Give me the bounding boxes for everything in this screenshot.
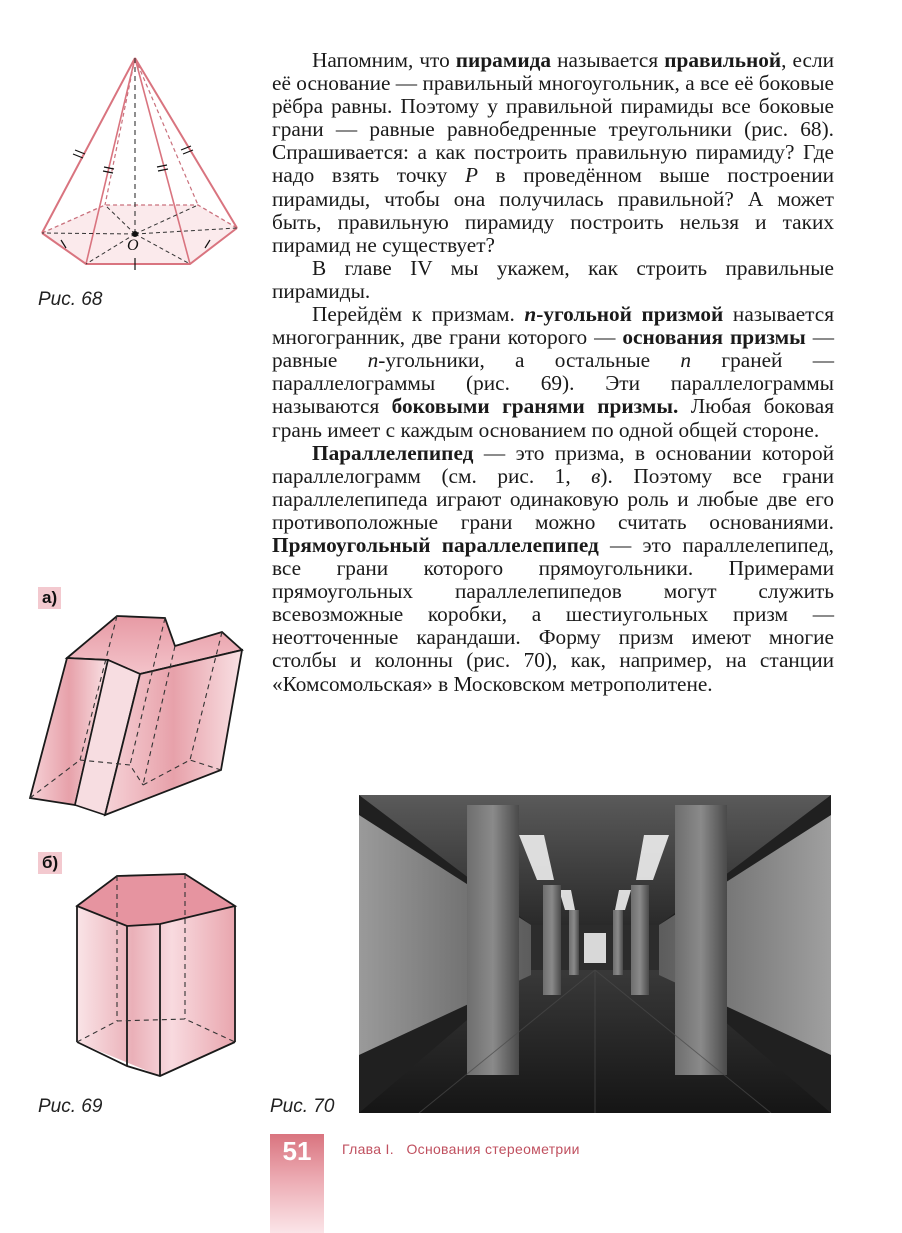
term: Параллелепипед: [312, 440, 474, 465]
paragraph: [272, 49, 834, 257]
text-run: граней — параллелограммы (рис. 69). Эти параллелограммы называются: [272, 348, 835, 419]
text-run: В главе IV мы укажем, как строить правильные пирамиды.: [272, 255, 834, 303]
text-run: называется многогранник, две грани которого —: [272, 302, 834, 350]
term: боковыми гранями призмы.: [391, 394, 679, 419]
running-head: Глава I. Основания стереометрии: [342, 1141, 580, 1157]
text-run: Любая боковая грань имеет с каждым основанием по одной общей стороне.: [272, 394, 834, 442]
page-number: 51: [282, 1136, 312, 1166]
text-run: — это призма, в основании которой параллелограмм (см. рис. 1,: [272, 440, 834, 488]
term: пирамида: [455, 48, 552, 72]
metro-station-photo: [359, 795, 831, 1113]
text-run: ). Поэтому все грани параллелепипеда играют одинаковую роль и любые две его противоположные грани можно считать основаниями.: [272, 463, 834, 534]
body-text: [272, 49, 834, 696]
text-run: , если её основание — правильный многоугольник, а все её боковые рёбра равны. Поэтому у правильной пирамиды все боковые грани — равные равнобедренные треугольники (рис. 68). Спрашивается: а как построить правильную пирамиду? Где надо взять точку: [272, 48, 835, 188]
paragraph: [272, 257, 834, 303]
text-run: n: [367, 348, 379, 373]
fig69-caption: Рис. 69: [38, 1096, 103, 1117]
text-run: — равные: [272, 325, 834, 373]
text-run: n: [680, 348, 692, 373]
prism-figure-b: [55, 866, 255, 1081]
text-run: Перейдём к призмам.: [312, 302, 525, 327]
text-run: P: [464, 163, 478, 188]
pyramid-base: [42, 205, 237, 264]
fig68-caption: Рис. 68: [38, 289, 103, 310]
term: основания призмы: [622, 325, 806, 350]
fig69a-label: а): [38, 587, 61, 609]
term: Прямоугольный параллелепипед: [272, 532, 599, 557]
text-run: Напомним, что: [312, 48, 456, 72]
paragraph: [272, 303, 834, 442]
prism-figure-a: [25, 610, 270, 830]
pyramid-figure: [30, 50, 260, 275]
text-run: в: [591, 463, 601, 488]
fig70-caption: Рис. 70: [270, 1096, 335, 1117]
center-point-label: O: [127, 237, 139, 254]
text-run: -угольники, а остальные: [378, 348, 681, 373]
paragraph: [272, 442, 834, 696]
term: -угольной призмой: [536, 302, 724, 327]
text-run: называется: [551, 48, 665, 72]
fig69b-label: б): [38, 852, 62, 874]
text-run: — это параллелепипед, все грани которого прямоугольники. Примерами прямоугольных параллелепипедов могут служить всевозможные коробки, а шестиугольных призм — неотточенные карандаши. Форму призм имеют многие столбы и колонны (рис. 70), как, например, на станции «Комсомольская» в Московском метрополитене.: [272, 532, 834, 696]
term: n: [524, 302, 537, 327]
text-run: в проведённом выше построении пирамиды, чтобы она получилась правильной? А может быть, правильную пирамиду построить нельзя и таких пирамид не существует?: [272, 163, 834, 257]
term: правильной: [664, 48, 782, 72]
